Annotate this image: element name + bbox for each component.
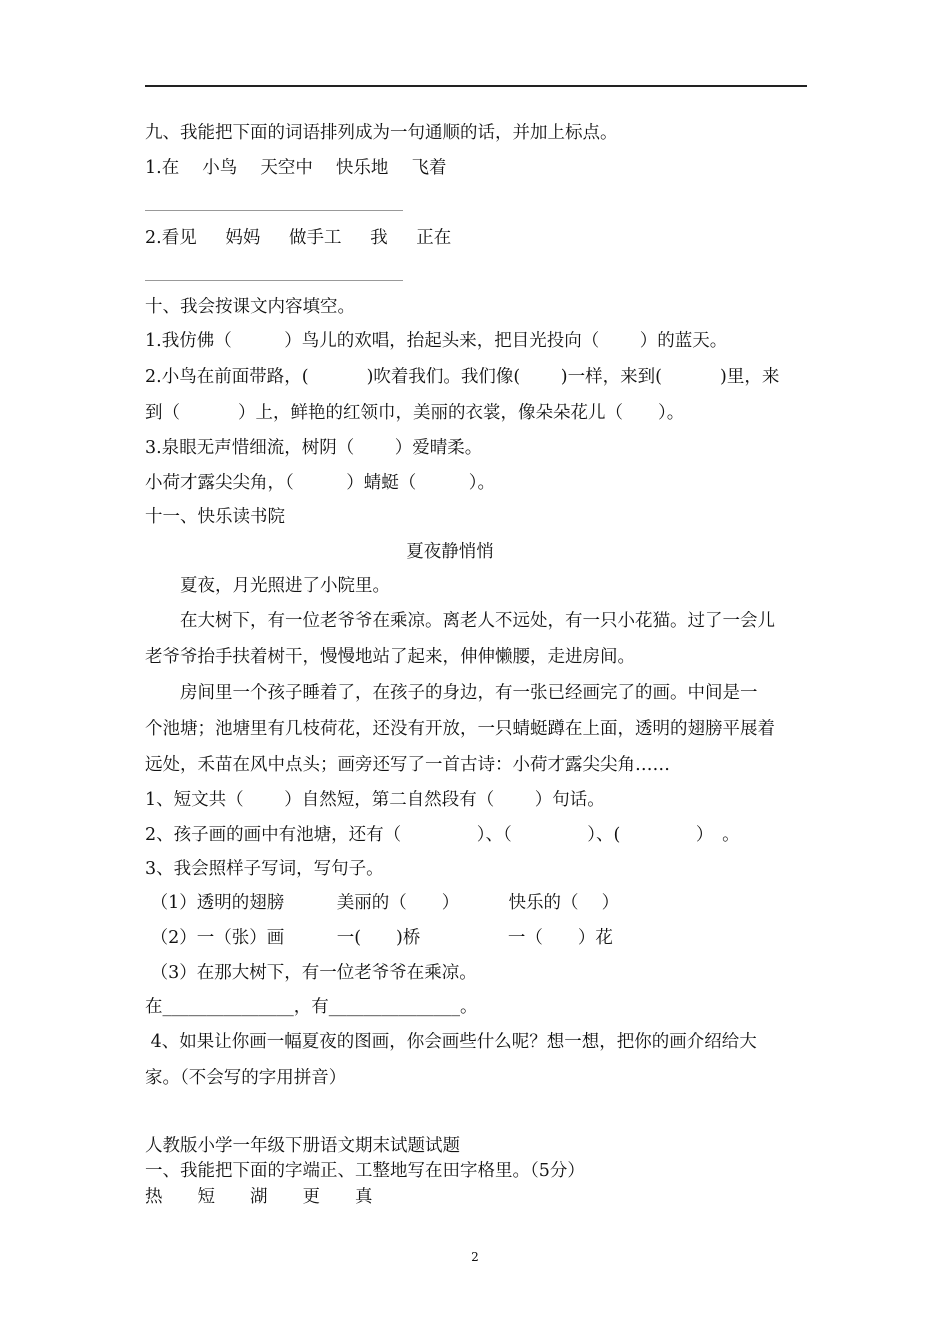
story-paragraph-3a: 房间里一个孩子睡着了，在孩子的身边，有一张已经画完了的画。中间是一 [145, 683, 758, 703]
story-paragraph-2b: 老爷爷抬手扶着树干，慢慢地站了起来，伸伸懒腰，走进房间。 [145, 647, 635, 667]
section-9-q2: 2.看见 妈妈 做手工 我 正在 [145, 228, 452, 248]
page-number: 2 [471, 1250, 479, 1264]
section-10-line-2: 2.小鸟在前面带路，( )吹着我们。我们像( )一样，来到( )里，来 [145, 367, 780, 387]
section-10-line-3: 到（ ）上，鲜艳的红领巾，美丽的衣裳，像朵朵花儿（ ）。 [145, 403, 685, 423]
section-10-line-1: 1.我仿佛（ ）鸟儿的欢唱，抬起头来，把目光投向（ ）的蓝天。 [145, 331, 728, 351]
section-9-q1: 1.在 小鸟 天空中 快乐地 飞着 [145, 158, 447, 178]
reading-q3-2: （2）一（张）画 一( )桥 一（ ）花 [145, 928, 613, 948]
reading-q3: 3、我会照样子写词，写句子。 [145, 859, 384, 879]
story-paragraph-1: 夏夜，月光照进了小院里。 [145, 576, 390, 596]
next-characters: 热 短 湖 更 真 [145, 1187, 373, 1207]
reading-q4a: 4、如果让你画一幅夏夜的图画，你会画些什么呢？想一想，把你的画介绍给大 [145, 1032, 757, 1052]
reading-q4b: 家。（不会写的字用拼音） [145, 1068, 347, 1088]
answer-line-2 [145, 280, 403, 281]
next-section-1: 一、我能把下面的字端正、工整地写在田字格里。（5分） [145, 1161, 585, 1181]
story-paragraph-3c: 远处，禾苗在风中点头；画旁还写了一首古诗：小荷才露尖尖角…… [145, 755, 670, 775]
story-paragraph-2a: 在大树下，有一位老爷爷在乘凉。离老人不远处，有一只小花猫。过了一会儿 [145, 611, 775, 631]
reading-q3-fill: 在_______________，有_______________。 [145, 997, 478, 1017]
reading-q3-1: （1）透明的翅膀 美丽的（ ） 快乐的（ ） [145, 893, 620, 913]
section-9-title: 九、我能把下面的词语排列成为一句通顺的话，并加上标点。 [145, 123, 618, 143]
section-11-title: 十一、快乐读书院 [145, 507, 285, 527]
story-paragraph-3b: 个池塘；池塘里有几枝荷花，还没有开放，一只蜻蜓蹲在上面，透明的翅膀平展着 [145, 719, 775, 739]
reading-q2: 2、孩子画的画中有池塘，还有（ ）、（ ）、( ） 。 [145, 825, 740, 845]
story-title: 夏夜静悄悄 [406, 542, 494, 562]
section-10-line-5: 小荷才露尖尖角，（ ）蜻蜓（ ）。 [145, 473, 495, 493]
header-rule [145, 85, 807, 87]
section-10-title: 十、我会按课文内容填空。 [145, 297, 355, 317]
next-exam-header: 人教版小学一年级下册语文期末试题试题 [145, 1136, 460, 1156]
answer-line-1 [145, 210, 403, 211]
reading-q3-3: （3）在那大树下，有一位老爷爷在乘凉。 [145, 963, 477, 983]
reading-q1: 1、短文共（ ）自然短，第二自然段有（ ）句话。 [145, 790, 605, 810]
section-10-line-4: 3.泉眼无声惜细流，树阴（ ）爱晴柔。 [145, 438, 483, 458]
